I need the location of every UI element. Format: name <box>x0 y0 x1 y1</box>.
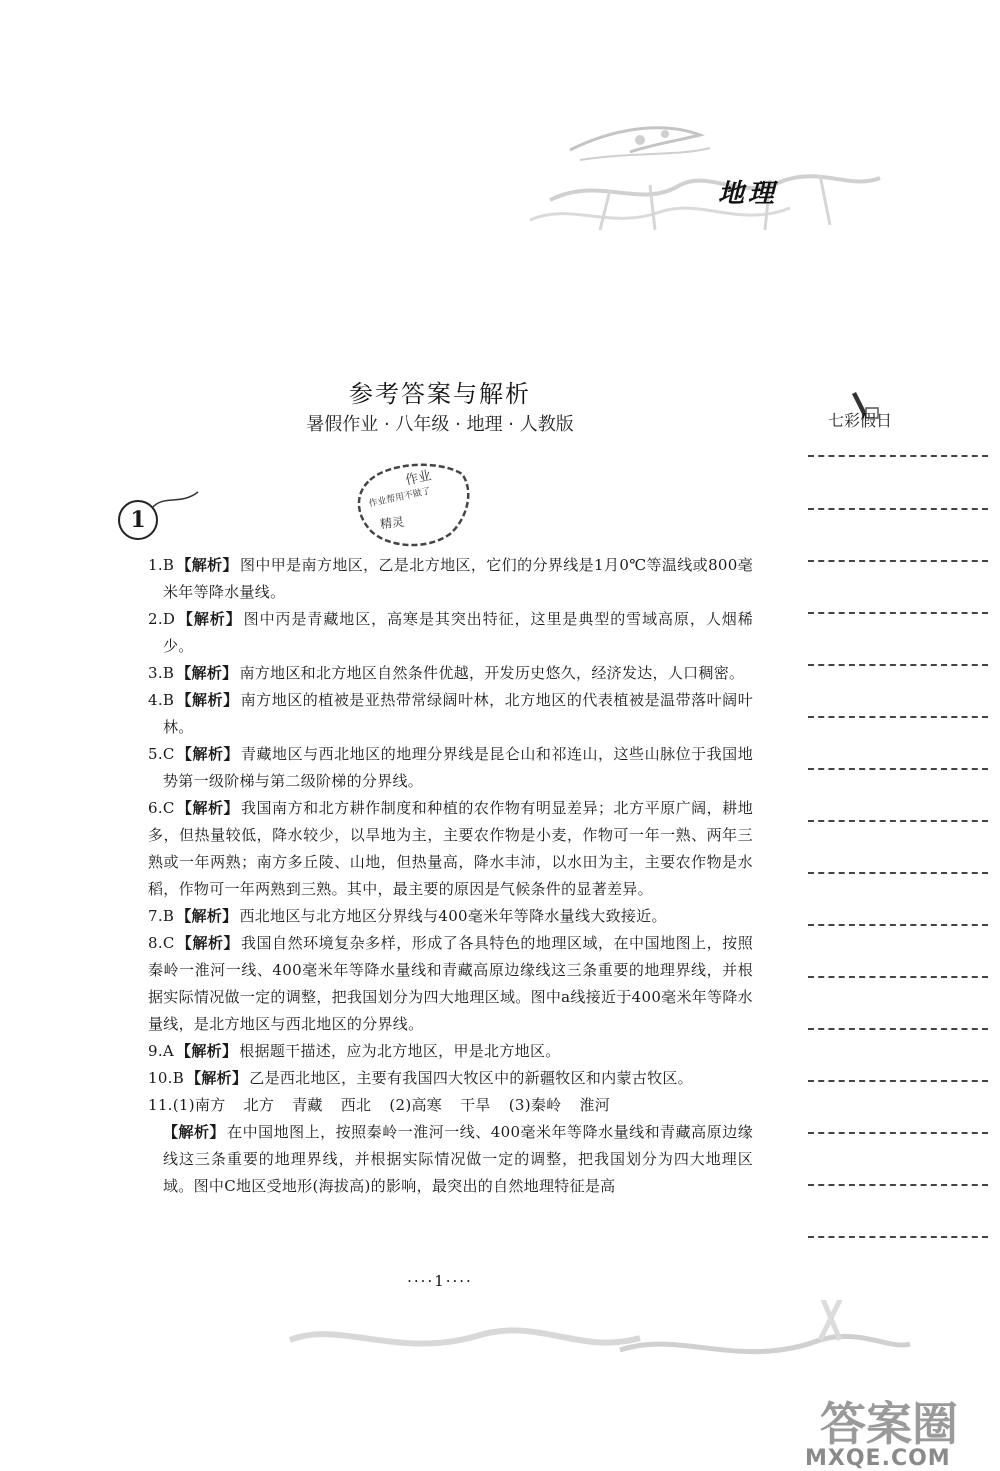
note-line <box>808 924 988 926</box>
answer-item: 6.C 【解析】 我国南方和北方耕作制度和种植的农作物有明显差异；北方平原广阔，耕地多，但热量较低，降水较少，以旱地为主，主要农作物是小麦，作物可一年一熟、两年三熟或一年两熟；南方多丘陵、山地，但热量高，降水丰沛，以水田为主，主要农作物是水稻，作物可一年两熟到三熟。其中，最主要的原因是气候条件的显著差异。 <box>148 799 753 898</box>
subject-title: 地理 <box>718 179 779 209</box>
note-line <box>808 612 988 614</box>
note-line <box>808 820 988 822</box>
answer-item: 9.A 【解析】 根据题干描述，应为北方地区，甲是北方地区。 <box>148 1042 561 1060</box>
note-line <box>808 664 988 666</box>
note-line <box>808 508 988 510</box>
answer-item: 7.B 【解析】 西北地区与北方地区分界线与400毫米年等降水量线大致接近。 <box>148 907 667 925</box>
note-line <box>808 560 988 562</box>
answer-item: 3.B 【解析】 南方地区和北方地区自然条件优越，开发历史悠久，经济发达，人口稠密。 <box>148 664 745 682</box>
note-line <box>808 1132 988 1134</box>
note-line <box>808 1080 988 1082</box>
page-title: 参考答案与解析 <box>349 380 531 408</box>
note-line <box>808 1028 988 1030</box>
answer-item: 2.D 【解析】 图中丙是青藏地区，高寒是其突出特征，这里是典型的雪域高原，人烟稀少。 <box>148 610 753 655</box>
answer-item: 1.B 【解析】 图中甲是南方地区，乙是北方地区，它们的分界线是1月0℃等温线或800毫米年等降水量线。 <box>148 556 754 601</box>
watermark-logo: 答案圈 <box>820 1397 958 1451</box>
answer-explanation: 【解析】 在中国地图上，按照秦岭一淮河一线、400毫米年等降水量线和青藏高原边缘线这三条重要的地理界线，并根据实际情况做一定的调整，把我国划分为四大地理区域。图中C地区受地形(海拔高)的影响，最突出的自然地理特征是高 <box>163 1123 754 1195</box>
section-swash-decoration <box>150 488 200 512</box>
answer-item: 8.C 【解析】 我国自然环境复杂多样，形成了各具特色的地理区域，在中国地图上，按照秦岭一淮河一线、400毫米年等降水量线和青藏高原边缘线这三条重要的地理界线，并根据实际情况做一定的调整，把我国划分为四大地理区域。图中a线接近于400毫米年等降水量线，是北方地区与西北地区的分界线。 <box>148 934 753 1033</box>
note-line <box>808 716 988 718</box>
header-decoration <box>490 90 890 250</box>
section-number: 1 <box>118 500 158 540</box>
page-subtitle: 暑假作业 · 八年级 · 地理 · 人教版 <box>306 414 574 435</box>
sidebar-title: 七彩假日 <box>828 411 893 430</box>
note-line <box>808 768 988 770</box>
watermark-url: MXQE.COM <box>805 1446 951 1471</box>
answer-item: 5.C 【解析】 青藏地区与西北地区的地理分界线是昆仑山和祁连山，这些山脉位于我国地势第一级阶梯与第二级阶梯的分界线。 <box>148 745 753 790</box>
note-line <box>808 976 988 978</box>
stamp-text: 作业帮用不做了 <box>367 486 432 510</box>
stamp-text: 精灵 <box>379 514 405 532</box>
answer-item: 11.(1)南方 北方 青藏 西北 (2)高寒 干旱 (3)秦岭 淮河 <box>148 1096 611 1114</box>
page-number: ····1···· <box>407 1272 473 1290</box>
answer-list <box>148 552 753 1200</box>
note-line <box>808 1184 988 1186</box>
note-line <box>808 455 988 457</box>
answer-item: 10.B 【解析】 乙是西北地区，主要有我国四大牧区中的新疆牧区和内蒙古牧区。 <box>148 1069 693 1087</box>
stamp-text: 作业 <box>404 468 433 489</box>
note-line <box>808 1236 988 1238</box>
note-line <box>808 872 988 874</box>
answer-item: 4.B 【解析】 南方地区的植被是亚热带常绿阔叶林，北方地区的代表植被是温带落叶阔叶林。 <box>148 691 754 736</box>
